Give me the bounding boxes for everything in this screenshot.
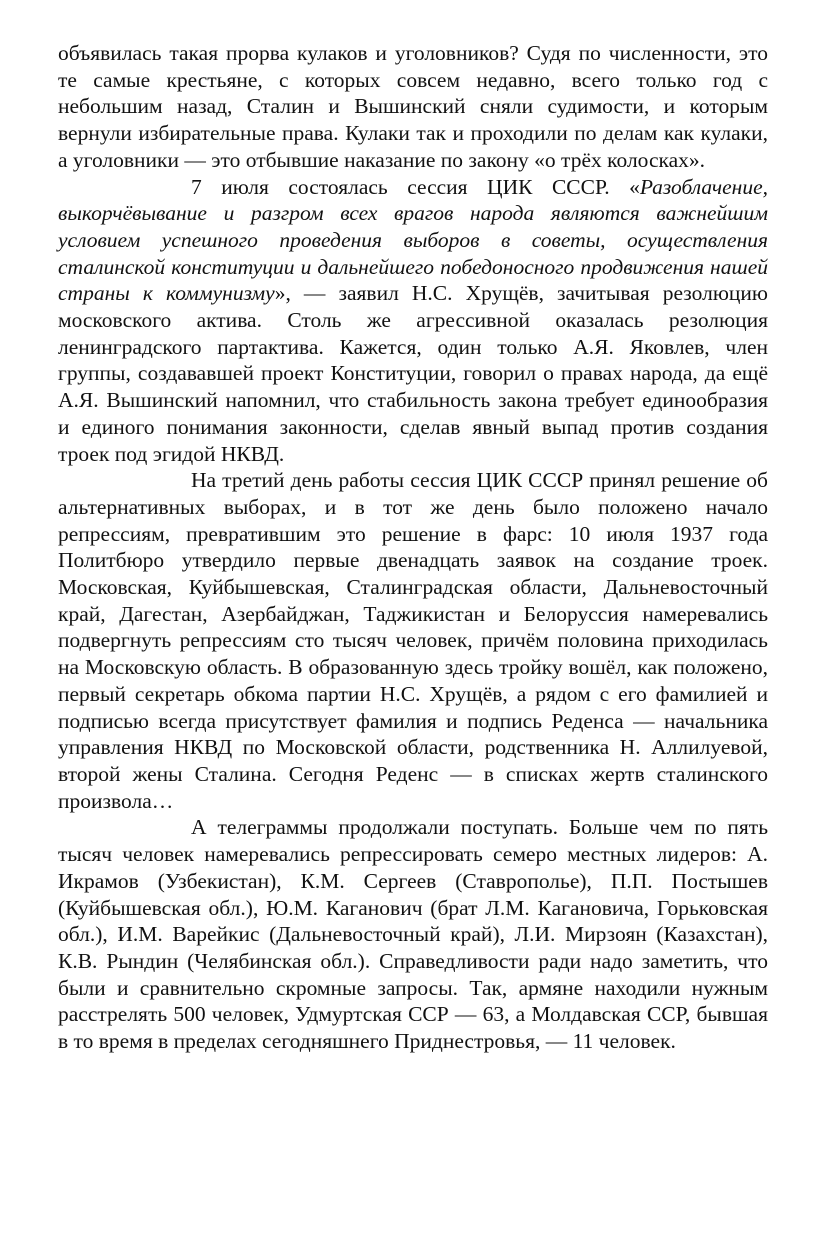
paragraph-2-rest: », — заявил Н.С. Хрущёв, зачитывая резолюцию московского актива. Столь же агрессивной оказалась резолюция ленинградского партактива. Кажется, один только А.Я. Яковлев, член группы, создававшей проект Конституции, говорил о правах народа, да ещё А.Я. Вышинский напомнил, что стабильность закона требует единообразия и единого понимания законности, сделав явный выпад против создания троек под эгидой НКВД. xyxy=(58,281,768,466)
khrushchev-quote: Разоблачение, выкорчёвывание и разгром всех врагов народа являются важнейшим условием успешного проведения выборов в советы, осуществления сталинской конституции и дальнейшего победоносного продвижения нашей страны к коммунизму xyxy=(58,174,768,306)
paragraph-3: На третий день работы сессия ЦИК СССР принял решение об альтернативных выборах, и в тот же день было положено начало репрессиям, превратившим это решение в фарс: 10 июля 1937 года Политбюро утвердило первые двенадцать заявок на создание троек. Московская, Куйбышевская, Сталинградская области, Дальневосточный край, Дагестан, Азербайджан, Таджикистан и Белоруссия намеревались подвергнуть репрессиям сто тысяч человек, причём половина приходилась на Московскую область. В образованную здесь тройку вошёл, как положено, первый секретарь обкома партии Н.С. Хрущёв, а рядом с его фамилией и подписью всегда присутствует фамилия и подпись Реденса — начальника управления НКВД по Московской области, родственника Н. Аллилуевой, второй жены Сталина. Сегодня Реденс — в списках жертв сталинского произвола… xyxy=(58,468,768,813)
paragraph-2 xyxy=(58,174,768,468)
document-page xyxy=(58,40,768,1055)
paragraph-2-lead: 7 июля состоялась сессия ЦИК СССР. « xyxy=(191,174,640,199)
paragraph-1: объявилась такая прорва кулаков и уголовников? Судя по численности, это те самые крестьяне, с которых совсем недавно, всего только год с небольшим назад, Сталин и Вышинский сняли судимости, и которым вернули избирательные права. Кулаки так и проходили по делам как кулаки, а уголовники — это отбывшие наказание по закону «о трёх колосках». xyxy=(58,41,768,172)
paragraph-4: А телеграммы продолжали поступать. Больше чем по пять тысяч человек намеревались репрессировать семеро местных лидеров: А. Икрамов (Узбекистан), К.М. Сергеев (Ставрополье), П.П. Постышев (Куйбышевская обл.), Ю.М. Каганович (брат Л.М. Кагановича, Горьковская обл.), И.М. Варейкис (Дальневосточный край), Л.И. Мирзоян (Казахстан), К.В. Рындин (Челябинская обл.). Справедливости ради надо заметить, что были и сравнительно скромные запросы. Так, армяне находили нужным расстрелять 500 человек, Удмуртская ССР — 63, а Молдавская ССР, бывшая в то время в пределах сегодняшнего Приднестровья, — 11 человек. xyxy=(58,815,768,1054)
